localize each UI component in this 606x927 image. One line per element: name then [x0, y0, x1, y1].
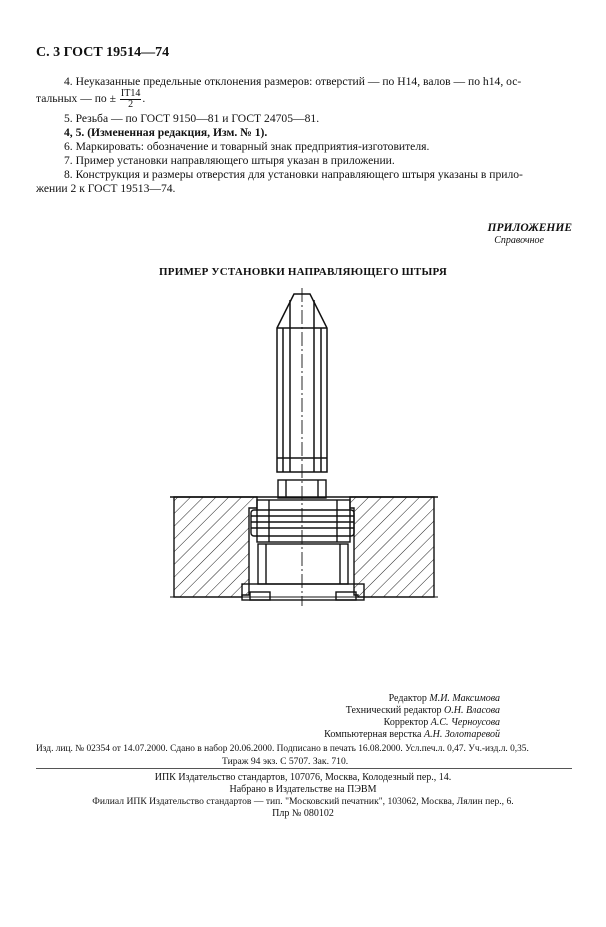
typeset-note: Набрано в Издательстве на ПЭВМ — [229, 784, 377, 795]
printer-address: Филиал ИПК Издательство стандартов — тип. "Московский печатник", 103062, Москва, Лялин пер., 6. — [92, 796, 514, 807]
clause-6: 6. Маркировать: обозначение и товарный знак предприятия-изготовителя. — [64, 140, 430, 153]
clause-4-line1: 4. Неуказанные предельные отклонения размеров: отверстий — по Н14, валов — по h14, ос- — [64, 75, 522, 88]
credit-editor: Редактор М.И. Максимова — [388, 693, 500, 704]
clause-5: 5. Резьба — по ГОСТ 9150—81 и ГОСТ 24705—81. — [64, 112, 320, 125]
divider — [36, 768, 572, 769]
clause-4-5-amendment: 4, 5. (Измененная редакция, Изм. № 1). — [64, 126, 268, 139]
plate-section — [170, 497, 438, 597]
clause-4-text: тальных — по ± — [36, 92, 116, 106]
pin-collar — [251, 480, 354, 542]
guide-pin-drawing — [160, 285, 450, 610]
appendix-subtitle: Справочное — [494, 235, 544, 246]
clause-8-line1: 8. Конструкция и размеры отверстия для установки направляющего штыря указаны в прило- — [64, 168, 523, 181]
credit-layout: Компьютерная верстка А.Н. Золотаревой — [324, 729, 500, 740]
fraction-denominator: 2 — [128, 99, 134, 110]
imprint-line2: Тираж 94 экз. С 5707. Зак. 710. — [222, 756, 349, 767]
threaded-base — [242, 544, 364, 600]
appendix-title: ПРИЛОЖЕНИЕ — [487, 222, 572, 234]
page-header: С. 3 ГОСТ 19514—74 — [36, 45, 170, 60]
clause-7: 7. Пример установки направляющего штыря указан в приложении. — [64, 154, 395, 167]
publisher-address: ИПК Издательство стандартов, 107076, Москва, Колодезный пер., 14. — [154, 772, 452, 783]
credit-corrector: Корректор А.С. Черноусова — [383, 717, 500, 728]
imprint-line1: Изд. лиц. № 02354 от 14.07.2000. Сдано в набор 20.06.2000. Подписано в печать 16.08.2000. Усл.печ.л. 0,47. Уч.-изд.л. 0,35. — [36, 744, 529, 754]
clause-4-end: . — [142, 92, 146, 106]
clause-4-line2 — [36, 89, 145, 110]
clause-8-line2: жении 2 к ГОСТ 19513—74. — [36, 182, 176, 195]
figure-title: ПРИМЕР УСТАНОВКИ НАПРАВЛЯЮЩЕГО ШТЫРЯ — [159, 266, 447, 278]
tolerance-fraction — [120, 89, 141, 110]
fraction-numerator: IT14 — [120, 88, 141, 99]
license-number: Плр № 080102 — [272, 808, 334, 819]
credit-tech-editor: Технический редактор О.Н. Власова — [345, 705, 500, 716]
